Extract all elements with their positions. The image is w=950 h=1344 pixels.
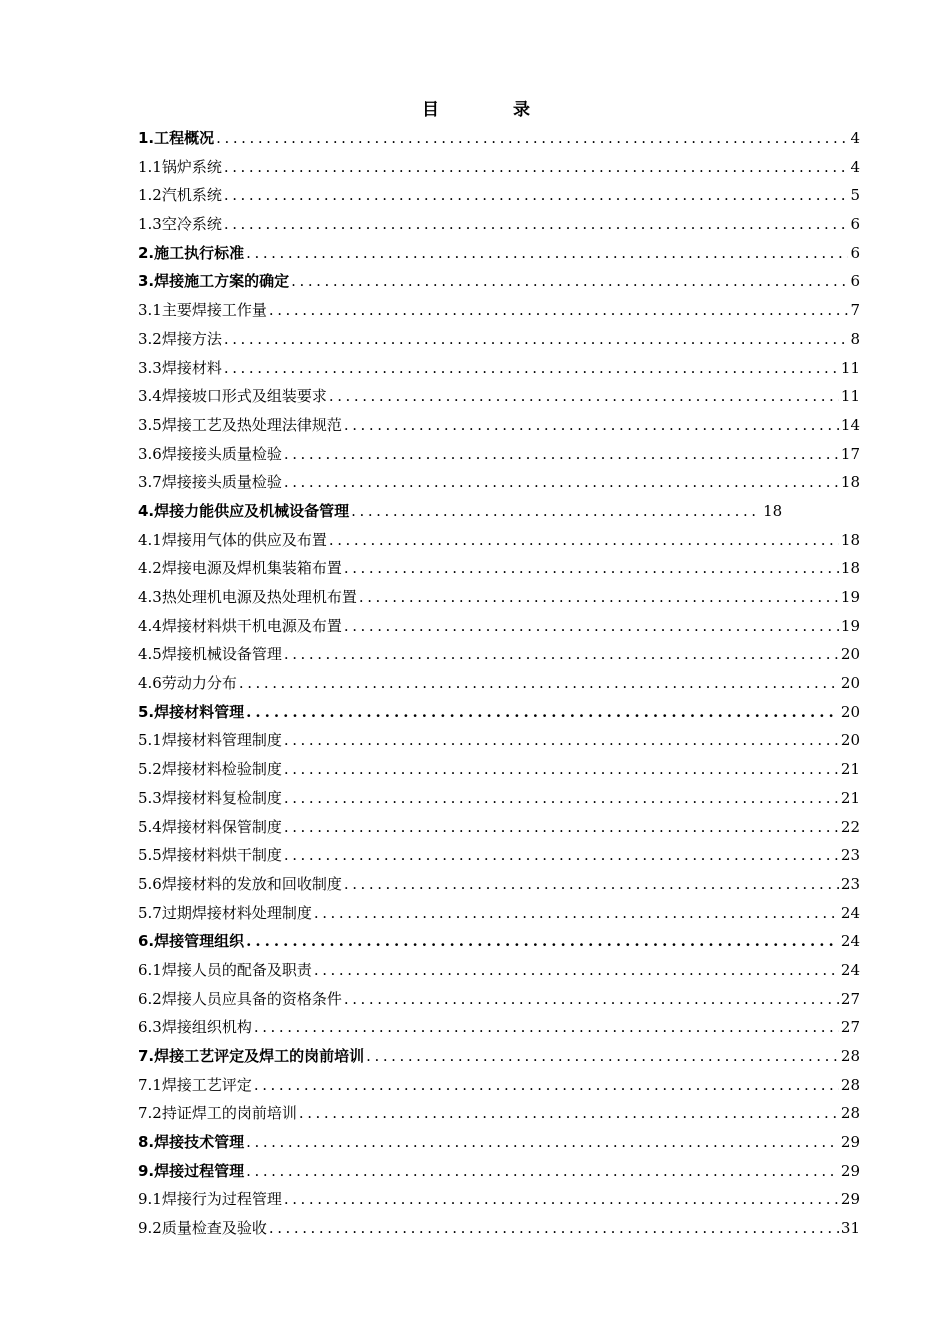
toc-entry-label: 4.1焊接用气体的供应及布置 xyxy=(138,530,327,549)
toc-page-number: 28 xyxy=(840,1075,860,1094)
toc-subsection-entry[interactable] xyxy=(138,468,860,497)
toc-entry-label: 3.2焊接方法 xyxy=(138,329,222,348)
table-of-contents xyxy=(138,124,860,1243)
toc-subsection-entry[interactable] xyxy=(138,870,860,899)
toc-page-number: 14 xyxy=(840,415,860,434)
toc-leader-dots xyxy=(246,698,839,727)
toc-subsection-entry[interactable] xyxy=(138,1071,860,1100)
toc-page-number: 29 xyxy=(840,1133,860,1152)
toc-leader-dots xyxy=(299,1099,839,1128)
toc-leader-dots xyxy=(366,1042,839,1071)
toc-leader-dots xyxy=(224,325,849,354)
toc-subsection-entry[interactable] xyxy=(138,153,860,182)
toc-entry-label: 4.4焊接材料烘干机电源及布置 xyxy=(138,616,342,635)
toc-title: 目 录 xyxy=(422,100,564,120)
toc-page-number: 18 xyxy=(763,501,783,520)
toc-leader-dots xyxy=(269,296,849,325)
toc-leader-dots xyxy=(284,784,839,813)
toc-subsection-entry[interactable] xyxy=(138,1185,860,1214)
toc-page-number: 27 xyxy=(840,989,860,1008)
toc-entry-label: 3.3焊接材料 xyxy=(138,358,222,377)
toc-page-number: 6 xyxy=(850,243,860,262)
toc-leader-dots xyxy=(246,927,839,956)
toc-leader-dots xyxy=(284,440,839,469)
toc-leader-dots xyxy=(359,583,839,612)
toc-page-number: 11 xyxy=(840,387,860,406)
toc-subsection-entry[interactable] xyxy=(138,296,860,325)
toc-section-entry[interactable] xyxy=(138,1128,860,1157)
toc-entry-label: 4.焊接力能供应及机械设备管理 xyxy=(138,501,350,520)
toc-leader-dots xyxy=(239,669,839,698)
toc-entry-label: 3.1主要焊接工作量 xyxy=(138,301,267,320)
toc-leader-dots xyxy=(246,1128,839,1157)
toc-entry-label: 5.2焊接材料检验制度 xyxy=(138,760,282,779)
toc-page-number: 8 xyxy=(850,329,860,348)
toc-section-entry[interactable] xyxy=(138,927,860,956)
toc-page-number: 6 xyxy=(850,272,860,291)
toc-page-number: 22 xyxy=(840,817,860,836)
toc-entry-label: 3.7焊接接头质量检验 xyxy=(138,473,282,492)
toc-leader-dots xyxy=(329,382,839,411)
toc-leader-dots xyxy=(284,841,839,870)
toc-page-number: 24 xyxy=(840,960,860,979)
toc-subsection-entry[interactable] xyxy=(138,956,860,985)
toc-leader-dots xyxy=(224,354,839,383)
toc-page-number: 27 xyxy=(840,1018,860,1037)
toc-subsection-entry[interactable] xyxy=(138,1214,860,1243)
toc-page-number: 23 xyxy=(840,846,860,865)
toc-subsection-entry[interactable] xyxy=(138,1013,860,1042)
toc-entry-label: 1.2汽机系统 xyxy=(138,186,222,205)
toc-entry-label: 7.焊接工艺评定及焊工的岗前培训 xyxy=(138,1047,365,1065)
toc-subsection-entry[interactable] xyxy=(138,899,860,928)
toc-page-number: 29 xyxy=(840,1190,860,1209)
toc-entry-label: 6.3焊接组织机构 xyxy=(138,1018,252,1037)
toc-entry-label: 2.施工执行标准 xyxy=(138,243,245,262)
toc-leader-dots xyxy=(291,267,848,296)
toc-subsection-entry[interactable] xyxy=(138,669,860,698)
toc-entry-label: 4.6劳动力分布 xyxy=(138,674,237,693)
toc-entry-label: 4.5焊接机械设备管理 xyxy=(138,645,282,664)
toc-subsection-entry[interactable] xyxy=(138,325,860,354)
toc-leader-dots xyxy=(284,813,839,842)
toc-page-number: 21 xyxy=(840,760,860,779)
toc-page-number: 24 xyxy=(840,932,860,951)
toc-page-number: 20 xyxy=(840,731,860,750)
toc-page-number: 4 xyxy=(850,157,860,176)
toc-entry-label: 7.1焊接工艺评定 xyxy=(138,1075,252,1094)
toc-subsection-entry[interactable] xyxy=(138,411,860,440)
toc-leader-dots xyxy=(314,899,839,928)
toc-leader-dots xyxy=(344,411,839,440)
toc-entry-label: 5.1焊接材料管理制度 xyxy=(138,731,282,750)
toc-page-number: 31 xyxy=(840,1219,860,1238)
toc-subsection-entry[interactable] xyxy=(138,640,860,669)
toc-subsection-entry[interactable] xyxy=(138,382,860,411)
toc-page-number: 23 xyxy=(840,874,860,893)
toc-subsection-entry[interactable] xyxy=(138,985,860,1014)
toc-subsection-entry[interactable] xyxy=(138,841,860,870)
toc-leader-dots xyxy=(284,640,839,669)
toc-entry-label: 3.6焊接接头质量检验 xyxy=(138,444,282,463)
toc-page-number: 7 xyxy=(850,301,860,320)
toc-page-number: 28 xyxy=(840,1047,860,1065)
toc-leader-dots xyxy=(344,554,839,583)
toc-entry-label: 4.2焊接电源及焊机集装箱布置 xyxy=(138,559,342,578)
toc-subsection-entry[interactable] xyxy=(138,440,860,469)
toc-entry-label: 7.2持证焊工的岗前培训 xyxy=(138,1104,297,1123)
toc-entry-label: 1.3空冷系统 xyxy=(138,215,222,234)
toc-leader-dots xyxy=(224,210,849,239)
toc-leader-dots xyxy=(246,1157,839,1186)
toc-entry-label: 3.焊接施工方案的确定 xyxy=(138,272,290,291)
toc-leader-dots xyxy=(314,956,839,985)
toc-subsection-entry[interactable] xyxy=(138,755,860,784)
toc-leader-dots xyxy=(216,124,848,153)
toc-entry-label: 3.5焊接工艺及热处理法律规范 xyxy=(138,415,342,434)
toc-leader-dots xyxy=(269,1214,839,1243)
toc-page-number: 6 xyxy=(850,215,860,234)
toc-leader-dots xyxy=(284,468,839,497)
toc-page-number: 28 xyxy=(840,1104,860,1123)
toc-leader-dots xyxy=(254,1071,839,1100)
toc-subsection-entry[interactable] xyxy=(138,526,860,555)
toc-subsection-entry[interactable] xyxy=(138,554,860,583)
toc-leader-dots xyxy=(284,755,839,784)
toc-entry-label: 5.焊接材料管理 xyxy=(138,702,245,721)
toc-subsection-entry[interactable] xyxy=(138,1099,860,1128)
toc-entry-label: 9.焊接过程管理 xyxy=(138,1161,245,1180)
toc-leader-dots xyxy=(329,526,839,555)
toc-entry-label: 9.1焊接行为过程管理 xyxy=(138,1190,282,1209)
toc-subsection-entry[interactable] xyxy=(138,726,860,755)
toc-section-entry[interactable] xyxy=(138,698,860,727)
toc-entry-label: 1.工程概况 xyxy=(138,129,215,147)
toc-page-number: 5 xyxy=(850,186,860,205)
toc-entry-label: 5.6焊接材料的发放和回收制度 xyxy=(138,874,342,893)
toc-section-entry[interactable] xyxy=(138,267,860,296)
toc-leader-dots xyxy=(224,153,849,182)
toc-entry-label: 4.3热处理机电源及热处理机布置 xyxy=(138,588,357,606)
toc-page-number: 18 xyxy=(840,530,860,549)
toc-section-entry[interactable] xyxy=(138,497,860,526)
toc-subsection-entry[interactable] xyxy=(138,784,860,813)
toc-page-number: 19 xyxy=(840,616,860,635)
toc-entry-label: 5.5焊接材料烘干制度 xyxy=(138,846,282,865)
toc-entry-label: 5.7过期焊接材料处理制度 xyxy=(138,903,312,922)
toc-leader-dots xyxy=(344,870,839,899)
toc-section-entry[interactable] xyxy=(138,124,860,153)
toc-page-number: 20 xyxy=(840,674,860,693)
toc-entry-label: 1.1锅炉系统 xyxy=(138,157,222,176)
toc-leader-dots xyxy=(284,1185,839,1214)
toc-page-number: 18 xyxy=(840,473,860,492)
toc-leader-dots xyxy=(246,239,848,268)
toc-entry-label: 5.3焊接材料复检制度 xyxy=(138,788,282,807)
toc-page-number: 19 xyxy=(840,588,860,606)
toc-subsection-entry[interactable] xyxy=(138,813,860,842)
toc-page-number: 29 xyxy=(840,1161,860,1180)
toc-entry-label: 8.焊接技术管理 xyxy=(138,1133,245,1152)
toc-entry-label: 6.焊接管理组织 xyxy=(138,932,245,951)
toc-page-number: 20 xyxy=(840,645,860,664)
toc-leader-dots xyxy=(224,181,849,210)
toc-page-number: 4 xyxy=(850,129,860,147)
toc-page-number: 24 xyxy=(840,903,860,922)
toc-subsection-entry[interactable] xyxy=(138,210,860,239)
toc-leader-dots xyxy=(344,612,839,641)
toc-page-number: 17 xyxy=(840,444,860,463)
toc-subsection-entry[interactable] xyxy=(138,181,860,210)
toc-section-entry[interactable] xyxy=(138,239,860,268)
toc-page-number: 11 xyxy=(840,358,860,377)
toc-entry-label: 3.4焊接坡口形式及组装要求 xyxy=(138,387,327,406)
toc-page-number: 20 xyxy=(840,702,860,721)
toc-entry-label: 6.1焊接人员的配备及职责 xyxy=(138,960,312,979)
toc-leader-dots xyxy=(351,497,761,526)
toc-subsection-entry[interactable] xyxy=(138,583,860,612)
toc-entry-label: 5.4焊接材料保管制度 xyxy=(138,817,282,836)
toc-entry-label: 6.2焊接人员应具备的资格条件 xyxy=(138,989,342,1008)
toc-leader-dots xyxy=(284,726,839,755)
toc-leader-dots xyxy=(344,985,839,1014)
toc-subsection-entry[interactable] xyxy=(138,612,860,641)
toc-entry-label: 9.2质量检查及验收 xyxy=(138,1219,267,1238)
toc-page-number: 21 xyxy=(840,788,860,807)
toc-section-entry[interactable] xyxy=(138,1042,860,1071)
toc-leader-dots xyxy=(254,1013,839,1042)
toc-page-number: 18 xyxy=(840,559,860,578)
toc-subsection-entry[interactable] xyxy=(138,354,860,383)
toc-section-entry[interactable] xyxy=(138,1157,860,1186)
